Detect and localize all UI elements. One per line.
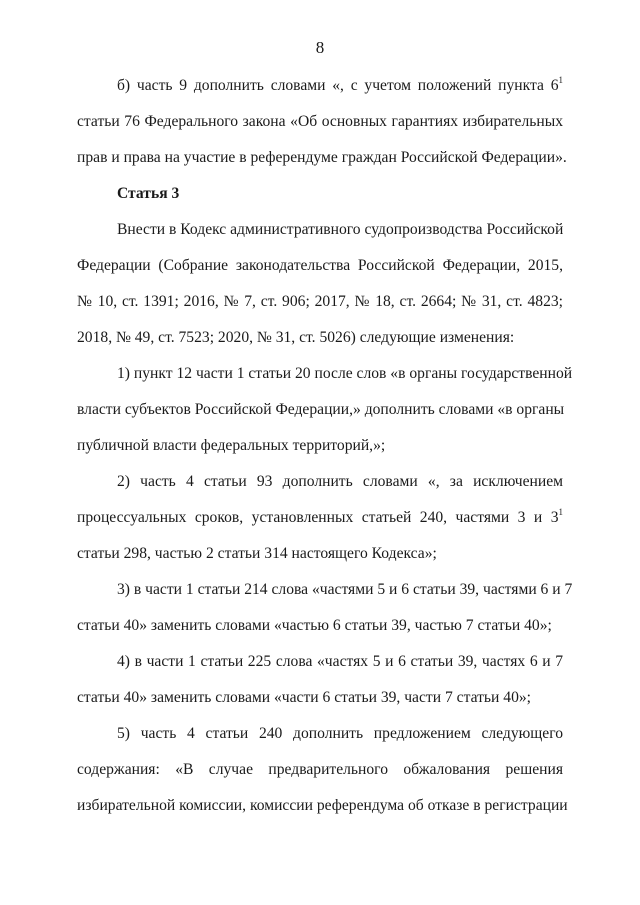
paragraph-b-line-3: прав и права на участие в референдуме граждан Российской Федерации». — [77, 149, 567, 166]
item-4-line-2: статьи 40» заменить словами «части 6 статьи 39, части 7 статьи 40»; — [77, 689, 531, 706]
paragraph-b — [77, 75, 567, 184]
superscript: 1 — [558, 507, 563, 517]
paragraph-b-line-2: статьи 76 Федерального закона «Об основных гарантиях избирательных — [77, 113, 563, 130]
item-2-line-3: статьи 298, частью 2 статьи 314 настоящего Кодекса»; — [77, 545, 437, 562]
item-5-line-3: избирательной комиссии, комиссии референдума об отказе в регистрации — [77, 797, 568, 814]
item-2-line-1: 2) часть 4 статьи 93 дополнить словами «, за исключением — [117, 473, 563, 490]
list-item-1 — [77, 364, 573, 472]
item-5-line-2: содержания: «В случае предварительного обжалования решения — [77, 761, 563, 778]
paragraph-b-line-1-text: б) часть 9 дополнить словами «, с учетом положений пункта 6 — [117, 77, 559, 94]
list-item-2 — [77, 472, 563, 580]
intro-paragraph — [77, 220, 563, 364]
item-4-line-1: 4) в части 1 статьи 225 слова «частях 5 и 6 статьи 39, частях 6 и 7 — [117, 653, 563, 670]
article-heading: Статья 3 — [117, 185, 180, 202]
intro-line-2: Федерации (Собрание законодательства Российской Федерации, 2015, — [77, 257, 563, 274]
list-item-4 — [77, 652, 563, 724]
item-2-line-2 — [77, 508, 563, 544]
item-1-line-1: 1) пункт 12 части 1 статьи 20 после слов «в органы государственной — [117, 365, 573, 382]
list-item-3 — [77, 580, 573, 652]
item-5-line-1: 5) часть 4 статьи 240 дополнить предложением следующего — [117, 725, 563, 742]
page-number: 8 — [315, 38, 325, 57]
intro-line-4: 2018, № 49, ст. 7523; 2020, № 31, ст. 5026) следующие изменения: — [77, 329, 515, 346]
superscript: 1 — [558, 75, 563, 85]
item-2-line-2-text: процессуальных сроков, установленных статьей 240, частями 3 и 3 — [77, 509, 559, 526]
list-item-5 — [77, 724, 568, 832]
page-body — [77, 75, 573, 832]
item-3-line-1: 3) в части 1 статьи 214 слова «частями 5 и 6 статьи 39, частями 6 и 7 — [117, 581, 573, 598]
item-1-line-2: власти субъектов Российской Федерации,» дополнить словами «в органы — [77, 401, 565, 418]
intro-line-3: № 10, ст. 1391; 2016, № 7, ст. 906; 2017, № 18, ст. 2664; № 31, ст. 4823; — [77, 293, 563, 310]
intro-line-1: Внести в Кодекс административного судопроизводства Российской — [117, 221, 564, 238]
item-1-line-3: публичной власти федеральных территорий,»; — [77, 437, 386, 454]
paragraph-b-line-1 — [77, 76, 563, 112]
item-3-line-2: статьи 40» заменить словами «частью 6 статьи 39, частью 7 статьи 40»; — [77, 617, 552, 634]
